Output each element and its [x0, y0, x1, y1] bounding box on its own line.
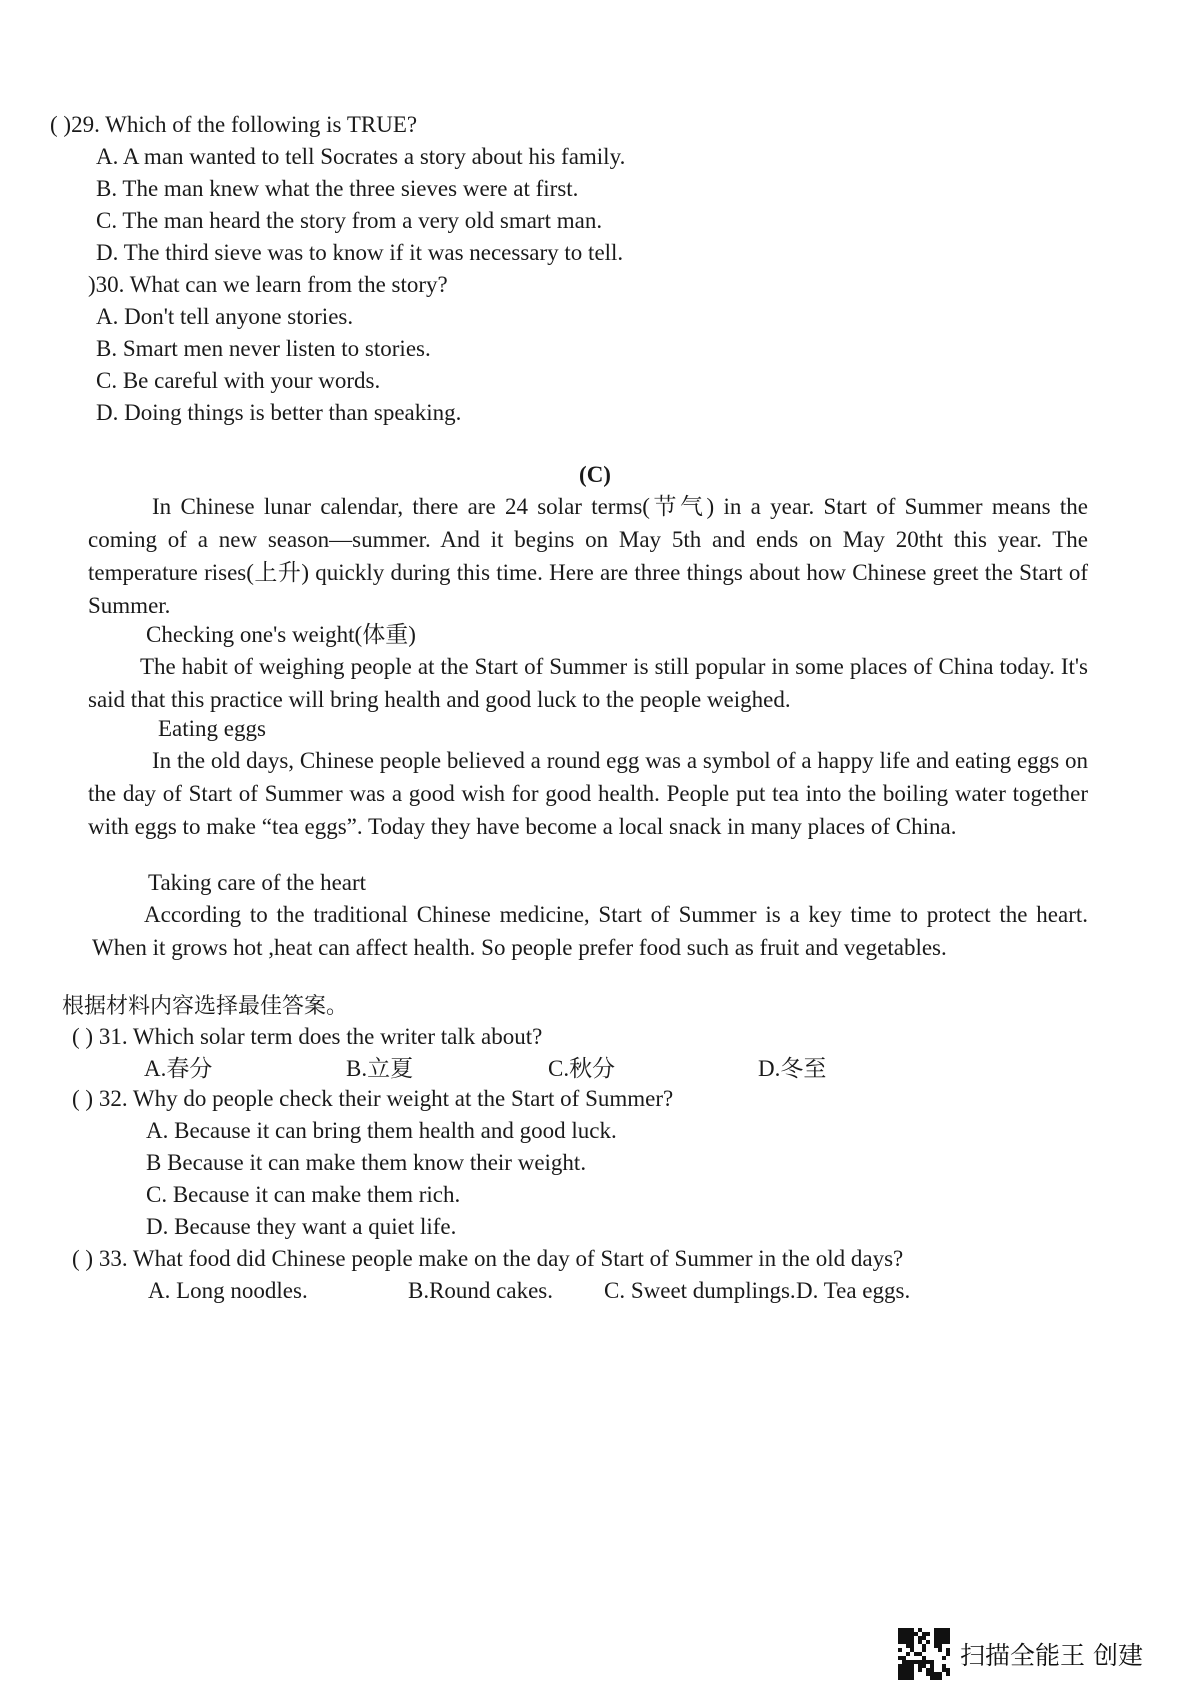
heading-checking-weight: Checking one's weight(体重) [146, 622, 416, 647]
q31-option-d: D.冬至 [758, 1056, 827, 1081]
q32-option-a: A. Because it can bring them health and good luck. [146, 1118, 617, 1143]
section-c-intro: In Chinese lunar calendar, there are 24 solar terms(节气) in a year. Start of Summer means the coming of a new season—summer. And it begins on May 5th and ends on May 20tht this year. The temperature rises(上升) quickly during this time. Here are three things about how Chinese greet the Start of Summer. [88, 494, 1088, 618]
q33-options [0, 1276, 1190, 1306]
paragraph-heart: According to the traditional Chinese medicine, Start of Summer is a key time to protect the heart. When it grows hot ,heat can affect health. So people prefer food such as fruit and vegetables. [92, 902, 1088, 960]
q29-option-a: A. A man wanted to tell Socrates a story about his family. [96, 144, 626, 169]
q29-option-b: B. The man knew what the three sieves were at first. [96, 176, 579, 201]
instruction: 根据材料内容选择最佳答案。 [62, 994, 349, 1019]
q30-option-c: C. Be careful with your words. [96, 368, 381, 393]
scanner-watermark [898, 1628, 1143, 1680]
q33-option-c: C. Sweet dumplings. [604, 1278, 796, 1303]
q30-option-b: B. Smart men never listen to stories. [96, 336, 431, 361]
q31-option-c: C.秋分 [548, 1056, 616, 1081]
q32-option-d: D. Because they want a quiet life. [146, 1214, 457, 1239]
q29-option-d: D. The third sieve was to know if it was necessary to tell. [96, 240, 624, 265]
qr-code-icon [898, 1628, 950, 1680]
q32-option-c: C. Because it can make them rich. [146, 1182, 461, 1207]
paragraph-weight: The habit of weighing people at the Start of Summer is still popular in some places of China today. It's said that this practice will bring health and good luck to the people weighed. [88, 654, 1088, 712]
paragraph-eggs: In the old days, Chinese people believed a round egg was a symbol of a happy life and eating eggs on the day of Start of Summer was a good wish for good health. People put tea into the boiling water together with eggs to make “tea eggs”. Today they have become a local snack in many places of China. [88, 748, 1088, 839]
q32-stem: ( ) 32. Why do people check their weight at the Start of Summer? [72, 1086, 674, 1111]
q31-option-b: B.立夏 [346, 1056, 414, 1081]
q33-option-a: A. Long noodles. [148, 1278, 308, 1303]
q31-option-a: A.春分 [144, 1056, 213, 1081]
q30-stem: )30. What can we learn from the story? [88, 272, 448, 297]
heading-eating-eggs: Eating eggs [158, 716, 266, 741]
q29-stem: ( )29. Which of the following is TRUE? [50, 112, 418, 137]
q33-option-d: D. Tea eggs. [796, 1278, 911, 1303]
q31-options [0, 1054, 1190, 1084]
q33-stem: ( ) 33. What food did Chinese people make on the day of Start of Summer in the old days? [72, 1246, 904, 1271]
q32-option-b: B Because it can make them know their weight. [146, 1150, 587, 1175]
q30-option-d: D. Doing things is better than speaking. [96, 400, 462, 425]
q31-stem: ( ) 31. Which solar term does the writer talk about? [72, 1024, 543, 1049]
watermark-text: 扫描全能王 创建 [960, 1641, 1143, 1670]
q29-option-c: C. The man heard the story from a very old smart man. [96, 208, 603, 233]
heading-heart: Taking care of the heart [148, 870, 367, 895]
section-c-label: (C) [579, 462, 611, 487]
q30-option-a: A. Don't tell anyone stories. [96, 304, 354, 329]
q33-option-b: B.Round cakes. [408, 1278, 554, 1303]
